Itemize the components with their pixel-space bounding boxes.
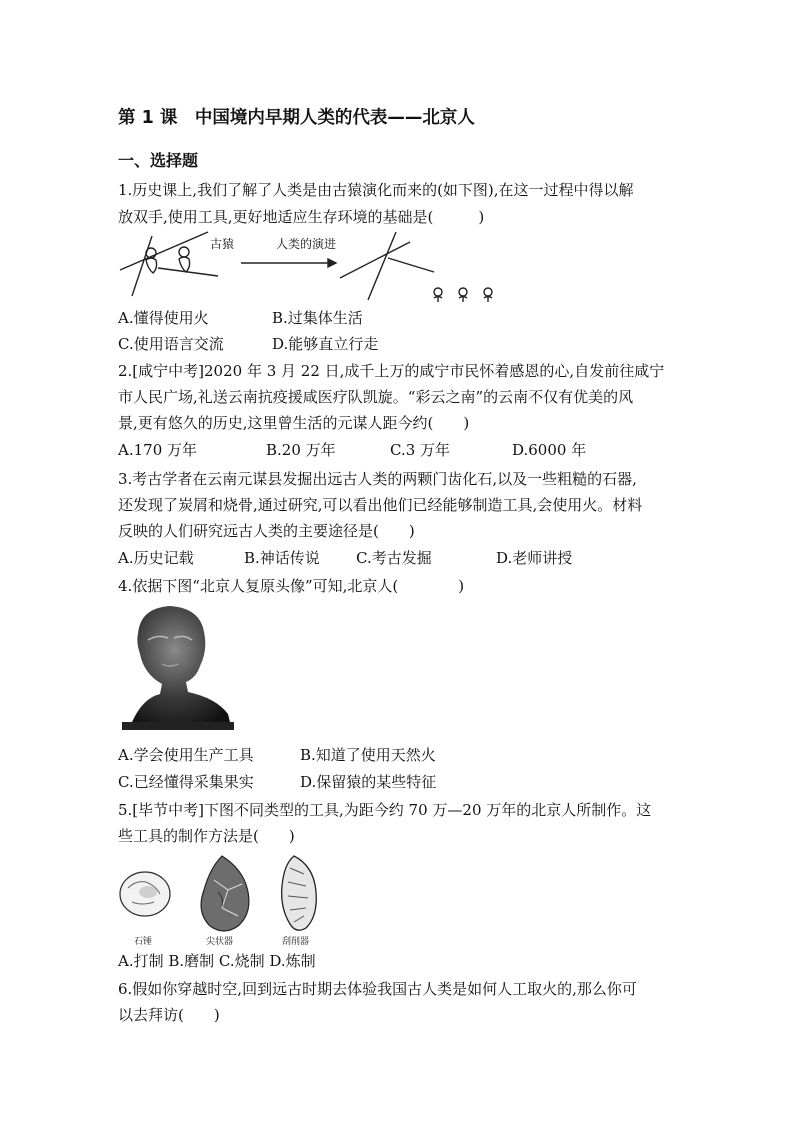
q6-line-2: 以去拜访( ) bbox=[118, 1006, 220, 1024]
stone-tools-figure bbox=[118, 852, 328, 948]
q2-line-2: 市人民广场,礼送云南抗疫援咸医疗队凯旋。“彩云之南”的云南不仅有优美的风 bbox=[118, 388, 634, 406]
q4-option-b[interactable]: B.知道了使用天然火 bbox=[300, 746, 436, 764]
figure-label-evolution: 人类的演进 bbox=[276, 237, 337, 251]
stone-hammer-image bbox=[120, 872, 170, 916]
q4-option-d[interactable]: D.保留猿的某些特征 bbox=[300, 773, 437, 791]
q1-option-b[interactable]: B.过集体生活 bbox=[272, 309, 363, 327]
q5-options[interactable]: A.打制 B.磨制 C.烧制 D.炼制 bbox=[118, 952, 316, 970]
q2-option-a[interactable]: A.170 万年 bbox=[118, 441, 197, 459]
section-heading: 一、选择题 bbox=[118, 151, 199, 170]
q3-option-c[interactable]: C.考古发掘 bbox=[356, 549, 432, 567]
q3-option-a[interactable]: A.历史记载 bbox=[118, 549, 194, 567]
q3-line-3: 反映的人们研究远古人类的主要途径是( ) bbox=[118, 522, 415, 540]
figure-label-ape: 古猿 bbox=[210, 237, 235, 251]
pointed-tool-image bbox=[201, 856, 249, 931]
peking-man-bust-image bbox=[118, 604, 238, 732]
q1-option-a[interactable]: A.懂得使用火 bbox=[118, 309, 209, 327]
q2-option-d[interactable]: D.6000 年 bbox=[512, 441, 587, 459]
q3-line-2: 还发现了炭屑和烧骨,通过研究,可以看出他们已经能够制造工具,会使用火。材料 bbox=[118, 496, 643, 514]
caption-pointed-tool: 尖状器 bbox=[206, 937, 234, 947]
caption-stone-hammer: 石锤 bbox=[134, 937, 153, 947]
q2-line-3: 景,更有悠久的历史,这里曾生活的元谋人距今约( ) bbox=[118, 414, 470, 432]
q1-line-2: 放双手,使用工具,更好地适应生存环境的基础是( ) bbox=[118, 208, 485, 226]
scraper-image bbox=[282, 856, 317, 930]
q2-option-c[interactable]: C.3 万年 bbox=[390, 441, 451, 459]
q1-option-d[interactable]: D.能够直立行走 bbox=[272, 335, 379, 353]
q4-option-a[interactable]: A.学会使用生产工具 bbox=[118, 746, 254, 764]
q3-option-b[interactable]: B.神话传说 bbox=[244, 549, 320, 567]
q3-line-1: 3.考古学者在云南元谋县发掘出远古人类的两颗门齿化石,以及一些粗糙的石器, bbox=[118, 470, 637, 488]
caption-scraper: 刮削器 bbox=[282, 937, 310, 947]
q1-line-1: 1.历史课上,我们了解了人类是由古猿演化而来的(如下图),在这一过程中得以解 bbox=[118, 181, 634, 199]
q2-option-b[interactable]: B.20 万年 bbox=[266, 441, 336, 459]
q5-line-1: 5.[毕节中考]下图不同类型的工具,为距今约 70 万—20 万年的北京人所制作。这 bbox=[118, 801, 652, 819]
q4-option-c[interactable]: C.已经懂得采集果实 bbox=[118, 773, 254, 791]
lesson-title: 第 1 课 中国境内早期人类的代表——北京人 bbox=[118, 108, 475, 128]
q4-line-1: 4.依据下图“北京人复原头像”可知,北京人( ) bbox=[118, 577, 465, 595]
q1-option-c[interactable]: C.使用语言交流 bbox=[118, 335, 224, 353]
human-evolution-figure bbox=[118, 230, 508, 302]
q2-line-1: 2.[咸宁中考]2020 年 3 月 22 日,成千上万的咸宁市民怀着感恩的心,自发前往咸宁 bbox=[118, 362, 665, 380]
q5-line-2: 些工具的制作方法是( ) bbox=[118, 827, 295, 845]
q6-line-1: 6.假如你穿越时空,回到远古时期去体验我国古人类是如何人工取火的,那么你可 bbox=[118, 980, 637, 998]
q3-option-d[interactable]: D.老师讲授 bbox=[496, 549, 573, 567]
